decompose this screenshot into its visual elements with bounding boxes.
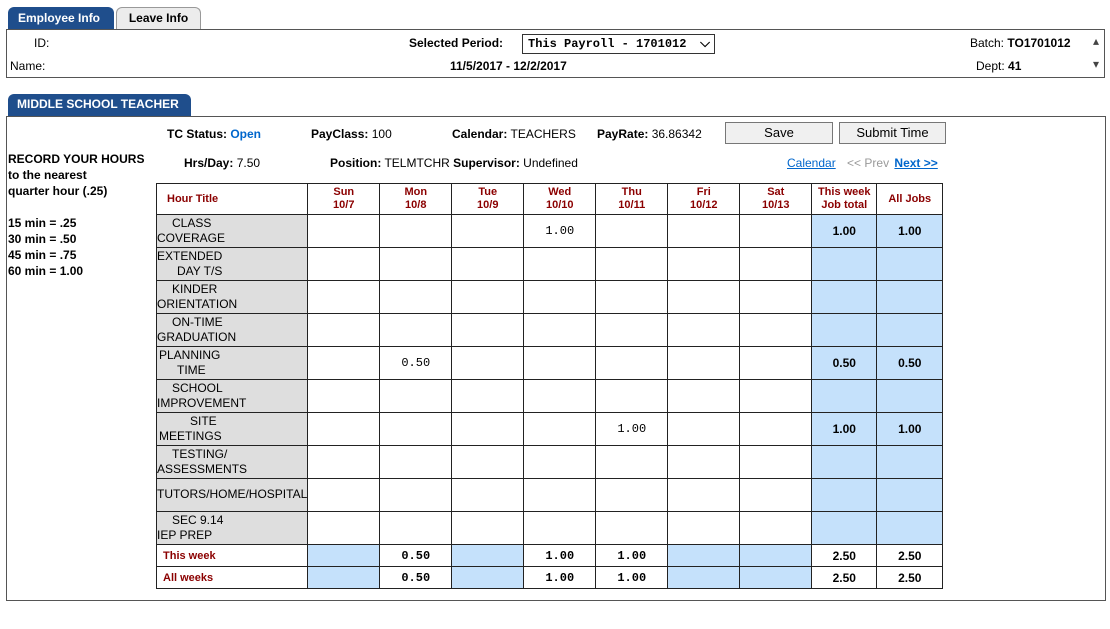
payclass-value: 100 — [371, 127, 392, 141]
table-row — [157, 347, 943, 380]
day-total-cell — [740, 567, 812, 589]
table-row — [157, 446, 943, 479]
all-jobs-cell — [877, 479, 943, 512]
table-row — [157, 479, 943, 512]
submit-time-button[interactable]: Submit Time — [839, 122, 946, 144]
hour-entry-cell[interactable] — [596, 248, 668, 281]
day-header-wed: Wed 10/10 — [524, 184, 596, 215]
table-row — [157, 281, 943, 314]
hour-entry-cell[interactable] — [380, 314, 452, 347]
hour-title-header: Hour Title — [157, 184, 308, 215]
position-value: TELMTCHR — [384, 156, 450, 170]
period-select-value: This Payroll - 1701012 — [528, 37, 687, 51]
hour-entry-cell[interactable] — [452, 215, 524, 248]
hour-entry-cell[interactable]: 0.50 — [380, 347, 452, 380]
hour-entry-cell[interactable] — [668, 347, 740, 380]
calendar-info — [452, 127, 576, 141]
hour-title-line: IEP PREP — [157, 528, 213, 542]
hrs-day-label: Hrs/Day: — [184, 156, 234, 170]
totals-row — [157, 545, 943, 567]
hour-title-line: MEETINGS — [159, 429, 222, 443]
hour-entry-cell[interactable] — [668, 380, 740, 413]
day-total-cell — [452, 545, 524, 567]
hour-entry-cell[interactable] — [596, 380, 668, 413]
note-line: RECORD YOUR HOURS — [8, 152, 145, 166]
day-total-cell: 0.50 — [380, 567, 452, 589]
hour-entry-cell[interactable]: 1.00 — [524, 215, 596, 248]
job-total-cell — [812, 380, 877, 413]
hour-entry-cell[interactable] — [524, 413, 596, 446]
hour-title-line: CLASS — [172, 216, 212, 230]
dept-info — [976, 59, 1021, 73]
payclass — [311, 127, 392, 141]
job-total-cell: 1.00 — [812, 215, 877, 248]
hour-entry-cell[interactable] — [668, 281, 740, 314]
day-total-cell: 1.00 — [596, 567, 668, 589]
supervisor-label: Supervisor: — [453, 156, 520, 170]
job-total-header: This week Job total — [812, 184, 877, 215]
hour-title-cell — [157, 413, 308, 446]
hour-entry-cell[interactable] — [596, 512, 668, 545]
tc-status-label: TC Status: — [167, 127, 227, 141]
hrs-day-value: 7.50 — [236, 156, 261, 170]
hour-title-line: ASSESSMENTS — [157, 462, 248, 476]
hour-entry-cell[interactable] — [740, 314, 812, 347]
note-line: quarter hour (.25) — [8, 184, 108, 198]
hour-entry-cell[interactable] — [740, 512, 812, 545]
batch-info — [970, 36, 1071, 50]
scroll-down-icon[interactable]: ▾ — [1092, 57, 1100, 71]
day-total-cell: 1.00 — [596, 545, 668, 567]
table-row — [157, 413, 943, 446]
hour-entry-cell[interactable] — [380, 479, 452, 512]
day-header-sun: Sun 10/7 — [308, 184, 380, 215]
hour-entry-cell[interactable] — [668, 413, 740, 446]
day-header-tue: Tue 10/9 — [452, 184, 524, 215]
hour-title-line: KINDER — [172, 282, 218, 296]
hour-entry-cell[interactable] — [524, 281, 596, 314]
hour-entry-cell[interactable] — [596, 479, 668, 512]
hour-entry-cell[interactable] — [740, 281, 812, 314]
hour-entry-cell[interactable] — [380, 215, 452, 248]
day-total-cell: 0.50 — [380, 545, 452, 567]
hour-title-cell — [157, 479, 308, 512]
hour-entry-cell[interactable]: 1.00 — [596, 413, 668, 446]
hour-entry-cell[interactable] — [308, 281, 380, 314]
hour-entry-cell[interactable] — [668, 512, 740, 545]
day-total-cell: 1.00 — [524, 567, 596, 589]
hour-entry-cell[interactable] — [668, 248, 740, 281]
hour-entry-cell[interactable] — [308, 314, 380, 347]
hour-entry-cell[interactable] — [668, 215, 740, 248]
hour-entry-cell[interactable] — [596, 314, 668, 347]
hour-entry-cell[interactable] — [668, 314, 740, 347]
job-total-cell — [812, 314, 877, 347]
period-date-range: 11/5/2017 - 12/2/2017 — [450, 59, 567, 73]
hrs-per-day — [184, 156, 260, 170]
day-total-cell — [668, 567, 740, 589]
hour-title-cell — [157, 380, 308, 413]
hour-entry-cell[interactable] — [740, 413, 812, 446]
record-hours-note — [8, 151, 144, 279]
hour-title-line: GRADUATION — [157, 330, 237, 344]
day-total-cell — [452, 567, 524, 589]
hour-entry-cell[interactable] — [380, 512, 452, 545]
totals-label: This week — [157, 545, 308, 567]
job-total-cell: 0.50 — [812, 347, 877, 380]
day-total-cell — [308, 567, 380, 589]
name-label: Name: — [10, 59, 46, 73]
hour-title-line: IMPROVEMENT — [157, 396, 247, 410]
table-row — [157, 380, 943, 413]
all-jobs-cell — [877, 380, 943, 413]
hour-entry-cell[interactable] — [308, 248, 380, 281]
hour-entry-cell[interactable] — [524, 479, 596, 512]
prev-link[interactable]: << Prev — [847, 156, 890, 170]
hour-entry-cell[interactable] — [524, 380, 596, 413]
hour-entry-cell[interactable] — [308, 215, 380, 248]
job-total-sum-cell: 2.50 — [812, 545, 877, 567]
hour-title-cell — [157, 512, 308, 545]
hour-entry-cell[interactable] — [596, 215, 668, 248]
hour-entry-cell[interactable] — [524, 314, 596, 347]
hour-entry-cell[interactable] — [308, 446, 380, 479]
scroll-up-icon[interactable]: ▴ — [1092, 34, 1100, 48]
hour-entry-cell[interactable] — [308, 479, 380, 512]
hour-entry-cell[interactable] — [740, 215, 812, 248]
hour-entry-cell[interactable] — [596, 281, 668, 314]
period-select[interactable] — [522, 34, 715, 54]
job-total-cell — [812, 479, 877, 512]
job-total-cell — [812, 512, 877, 545]
save-button[interactable]: Save — [725, 122, 833, 144]
day-header-mon: Mon 10/8 — [380, 184, 452, 215]
table-row — [157, 512, 943, 545]
all-jobs-cell — [877, 314, 943, 347]
tc-status-value: Open — [230, 127, 262, 141]
hour-entry-cell[interactable] — [380, 380, 452, 413]
next-link[interactable]: Next >> — [894, 156, 938, 170]
hour-title-line: ON-TIME — [172, 315, 223, 329]
hour-entry-cell[interactable] — [452, 248, 524, 281]
hour-entry-cell[interactable] — [380, 281, 452, 314]
hour-title-line: TUTORS/HOME/HOSPITAL — [157, 487, 308, 501]
hour-entry-cell[interactable] — [380, 413, 452, 446]
totals-row — [157, 567, 943, 589]
hour-entry-cell[interactable] — [452, 446, 524, 479]
hour-entry-cell[interactable] — [308, 347, 380, 380]
hour-entry-cell[interactable] — [740, 446, 812, 479]
hour-entry-cell[interactable] — [308, 380, 380, 413]
payrate-label: PayRate: — [597, 127, 649, 141]
calendar-label: Calendar: — [452, 127, 508, 141]
hour-title-line: SCHOOL — [172, 381, 223, 395]
job-total-cell — [812, 446, 877, 479]
calendar-nav — [787, 156, 938, 170]
hour-entry-cell[interactable] — [668, 446, 740, 479]
table-row — [157, 314, 943, 347]
hour-entry-cell[interactable] — [380, 446, 452, 479]
tab-leave-info[interactable]: Leave Info — [116, 7, 201, 29]
hour-entry-cell[interactable] — [740, 248, 812, 281]
hour-title-cell — [157, 248, 308, 281]
hour-entry-cell[interactable] — [452, 380, 524, 413]
calendar-link[interactable]: Calendar — [787, 156, 836, 170]
dept-value: 41 — [1008, 59, 1022, 73]
hour-title-line: TIME — [177, 363, 206, 377]
hour-title-line: DAY T/S — [177, 264, 223, 278]
batch-value: TO1701012 — [1007, 36, 1071, 50]
all-jobs-cell — [877, 248, 943, 281]
hour-entry-cell[interactable] — [380, 248, 452, 281]
job-total-sum-cell: 2.50 — [812, 567, 877, 589]
hour-title-line: SITE — [190, 414, 217, 428]
job-total-cell: 1.00 — [812, 413, 877, 446]
hour-entry-cell[interactable] — [524, 248, 596, 281]
hour-title-line: EXTENDED — [157, 249, 223, 263]
all-jobs-cell — [877, 446, 943, 479]
hour-entry-cell[interactable] — [308, 512, 380, 545]
hour-entry-cell[interactable] — [452, 413, 524, 446]
hour-title-cell — [157, 215, 308, 248]
hour-entry-cell[interactable] — [452, 347, 524, 380]
hour-entry-cell[interactable] — [740, 479, 812, 512]
day-total-cell: 1.00 — [524, 545, 596, 567]
conversion-line: 45 min = .75 — [8, 248, 77, 262]
day-total-cell — [740, 545, 812, 567]
hour-entry-cell[interactable] — [668, 479, 740, 512]
hour-title-line: ORIENTATION — [157, 297, 238, 311]
day-header-sat: Sat 10/13 — [740, 184, 812, 215]
job-total-cell — [812, 248, 877, 281]
payrate-value: 36.86342 — [651, 127, 702, 141]
conversion-line: 15 min = .25 — [8, 216, 77, 230]
totals-label: All weeks — [157, 567, 308, 589]
hour-entry-cell[interactable] — [452, 314, 524, 347]
position-label: Position: — [330, 156, 382, 170]
position-info — [330, 156, 578, 170]
hour-title-line: PLANNING — [159, 348, 221, 362]
day-total-cell — [308, 545, 380, 567]
payrate — [597, 127, 702, 141]
tab-employee-info[interactable]: Employee Info — [8, 7, 114, 29]
all-jobs-cell: 0.50 — [877, 347, 943, 380]
all-jobs-cell — [877, 512, 943, 545]
hour-entry-cell[interactable] — [308, 413, 380, 446]
all-jobs-header: All Jobs — [877, 184, 943, 215]
all-jobs-sum-cell: 2.50 — [877, 567, 943, 589]
batch-label: Batch: — [970, 36, 1005, 50]
dept-label: Dept: — [976, 59, 1005, 73]
hour-entry-cell[interactable] — [452, 281, 524, 314]
job-total-cell — [812, 281, 877, 314]
note-line: to the nearest — [8, 168, 87, 182]
day-total-cell — [668, 545, 740, 567]
hour-entry-cell[interactable] — [524, 512, 596, 545]
supervisor-value: Undefined — [523, 156, 578, 170]
payclass-label: PayClass: — [311, 127, 369, 141]
id-label: ID: — [34, 36, 50, 50]
all-jobs-cell — [877, 281, 943, 314]
hour-title-cell — [157, 347, 308, 380]
hour-entry-cell[interactable] — [452, 512, 524, 545]
hour-entry-cell[interactable] — [524, 446, 596, 479]
all-jobs-sum-cell: 2.50 — [877, 545, 943, 567]
hour-entry-cell[interactable] — [596, 446, 668, 479]
hour-entry-cell[interactable] — [740, 347, 812, 380]
selected-period-label: Selected Period: — [409, 36, 504, 50]
hour-entry-cell[interactable] — [740, 380, 812, 413]
hour-entry-cell[interactable] — [524, 347, 596, 380]
hour-title-line: SEC 9.14 — [172, 513, 224, 527]
calendar-value: TEACHERS — [510, 127, 576, 141]
grid-header-row — [157, 184, 943, 215]
tc-status — [167, 127, 261, 141]
hour-title-cell — [157, 446, 308, 479]
conversion-line: 30 min = .50 — [8, 232, 77, 246]
day-header-thu: Thu 10/11 — [596, 184, 668, 215]
hour-entry-cell[interactable] — [596, 347, 668, 380]
hour-title-line: TESTING/ — [172, 447, 228, 461]
job-tab[interactable]: MIDDLE SCHOOL TEACHER — [8, 94, 191, 116]
hour-title-cell — [157, 281, 308, 314]
all-jobs-cell: 1.00 — [877, 215, 943, 248]
chevron-down-icon: ⌵ — [700, 36, 710, 51]
day-header-fri: Fri 10/12 — [668, 184, 740, 215]
conversion-line: 60 min = 1.00 — [8, 264, 84, 278]
hour-title-cell — [157, 314, 308, 347]
timesheet-grid — [156, 183, 943, 589]
hour-entry-cell[interactable] — [452, 479, 524, 512]
hour-title-line: COVERAGE — [157, 231, 226, 245]
table-row — [157, 215, 943, 248]
all-jobs-cell: 1.00 — [877, 413, 943, 446]
table-row — [157, 248, 943, 281]
